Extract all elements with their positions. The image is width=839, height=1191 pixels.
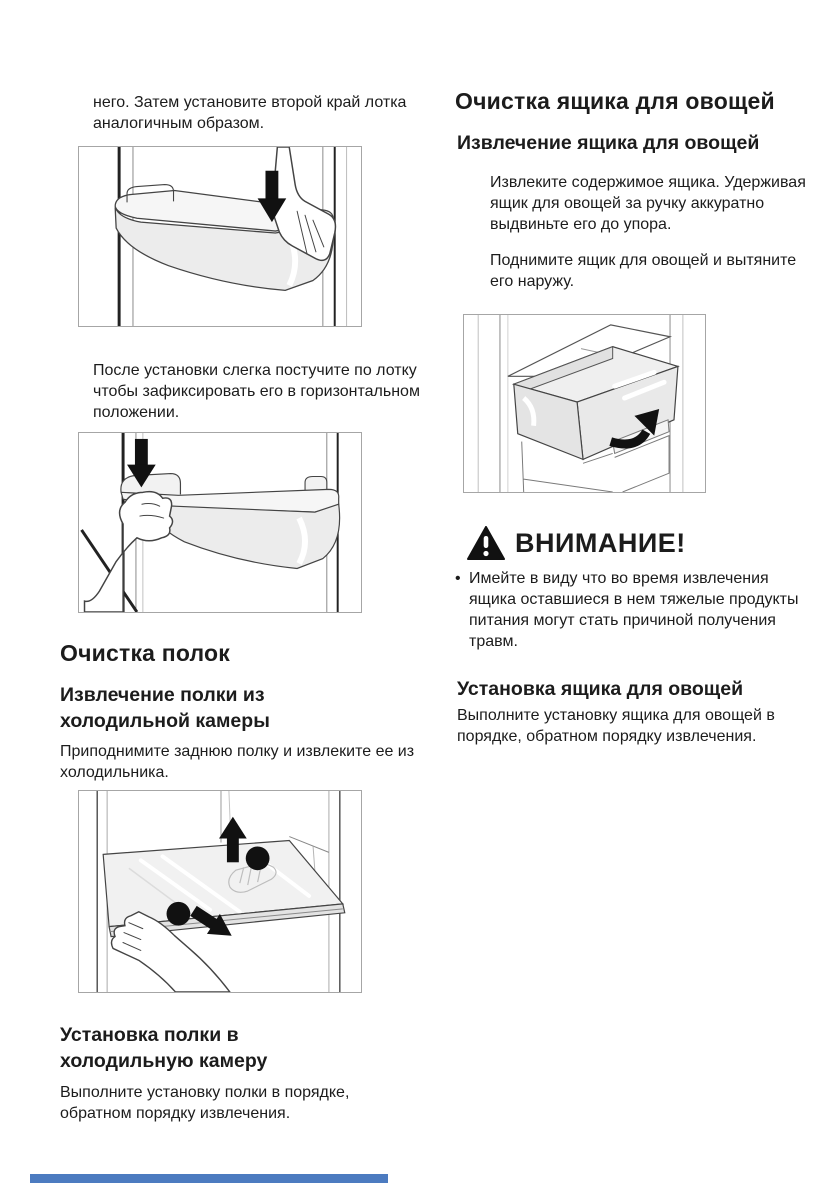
shelf-removal-illustration xyxy=(79,791,361,992)
door-bin-tap-illustration xyxy=(79,433,361,612)
step-dot-2 xyxy=(167,902,191,926)
warning-text: Имейте в виду что во время извлечения ящика оставшиеся в нем тяжелые продукты питания могут стать причиной получения травм. xyxy=(469,570,799,650)
section-title-shelf-cleaning: Очистка полок xyxy=(60,640,230,666)
paragraph-drawer-install: Выполните установку ящика для овощей в порядке, обратном порядку извлечения. xyxy=(457,707,775,745)
door-bin-press-illustration xyxy=(79,147,361,326)
subsection-drawer-removal: Извлечение ящика для овощей xyxy=(457,132,760,154)
section-title-drawer-cleaning: Очистка ящика для овощей xyxy=(455,88,775,114)
warning-list-item xyxy=(455,568,827,652)
subsection-shelf-install: Установка полки в холодильную камеру xyxy=(60,1024,268,1072)
subsection-drawer-install: Установка ящика для овощей xyxy=(457,678,744,700)
bullet-icon: • xyxy=(455,570,461,587)
paragraph-shelf-install: Выполните установку полки в порядке, обратном порядку извлечения. xyxy=(60,1084,350,1122)
drawer-removal-illustration xyxy=(464,315,705,492)
subsection-shelf-removal: Извлечение полки из холодильной камеры xyxy=(60,684,270,732)
paragraph-drawer-step2: Поднимите ящик для овощей и вытяните его наружу. xyxy=(490,252,797,290)
warning-block xyxy=(455,526,827,652)
warning-header xyxy=(467,526,827,560)
paragraph-shelf-removal: Приподнимите заднюю полку и извлеките ее из холодильника. xyxy=(60,743,415,781)
figure-door-bin-press xyxy=(78,146,362,327)
warning-triangle-icon xyxy=(467,526,505,560)
paragraph-intro-tray: него. Затем установите второй край лотка аналогичным образом. xyxy=(93,94,407,132)
figure-shelf-removal xyxy=(78,790,362,993)
paragraph-after-install: После установки слегка постучите по лотку чтобы зафиксировать его в горизонтальном положении. xyxy=(93,362,420,421)
footer-accent-bar xyxy=(30,1174,388,1183)
step-dot-1 xyxy=(246,846,270,870)
paragraph-drawer-step1: Извлеките содержимое ящика. Удерживая ящик для овощей за ручку аккуратно выдвиньте его до упора. xyxy=(490,174,806,233)
warning-title: ВНИМАНИЕ! xyxy=(515,527,686,558)
figure-door-bin-tap xyxy=(78,432,362,613)
figure-drawer-removal xyxy=(463,314,706,493)
